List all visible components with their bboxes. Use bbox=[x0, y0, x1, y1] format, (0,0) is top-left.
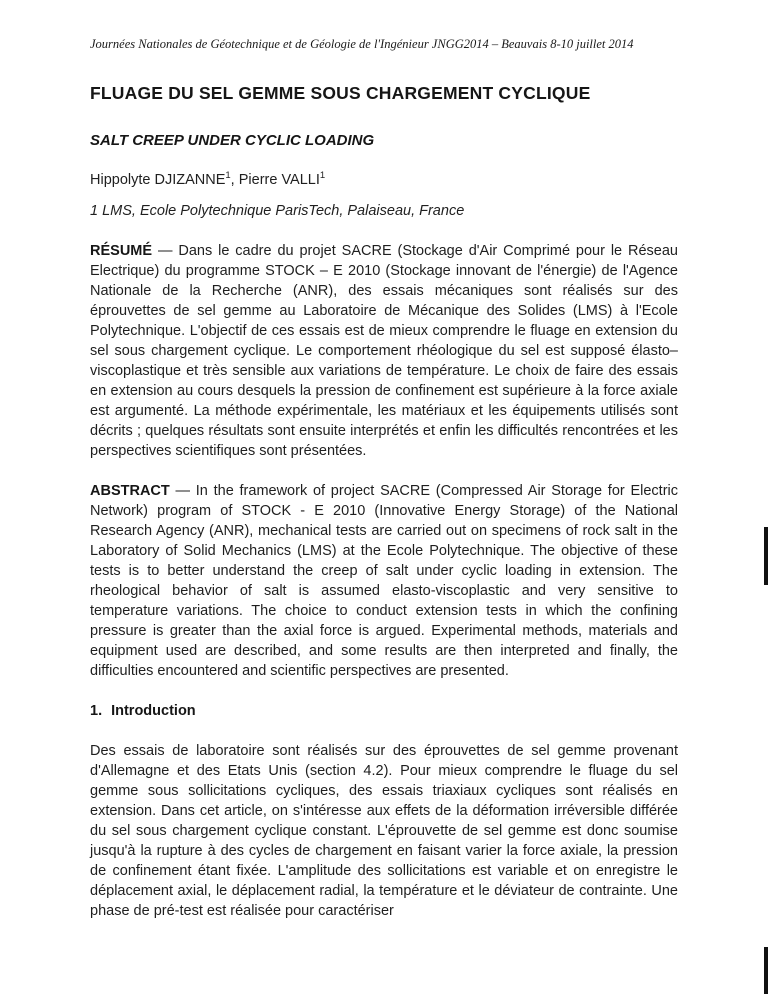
abstract-label: ABSTRACT bbox=[90, 483, 170, 499]
affiliation-line: 1 LMS, Ecole Polytechnique ParisTech, Palaiseau, France bbox=[90, 203, 465, 219]
author-affiliation-mark-1: 1 bbox=[225, 170, 231, 182]
author-affiliation-mark-2: 1 bbox=[319, 170, 326, 182]
running-header: Journées Nationales de Géotechnique et de Géologie de l'Ingénieur JNGG2014 – Beauvais 8-10 juillet 2014 bbox=[90, 37, 634, 51]
section-label: Introduction bbox=[111, 703, 196, 719]
section-number: 1. bbox=[90, 703, 103, 719]
author-name-1: Hippolyte DJIZANNE bbox=[90, 172, 226, 188]
abstract-paragraph bbox=[90, 481, 678, 681]
author-name-2: Pierre VALLI bbox=[238, 172, 320, 188]
authors-separator: , bbox=[230, 172, 239, 188]
resume-text: — Dans le cadre du projet SACRE (Stockage d'Air Comprimé pour le Réseau Electrique) du programme STOCK – E 2010 (Stockage innovant de l'énergie) de l'Agence Nationale de la Recherche (ANR), des essais mécaniques sont réalisés sur des éprouvettes de sel gemme au Laboratoire de Mécanique des Solides (LMS) à l'Ecole Polytechnique. L'objectif de ces essais est de mieux comprendre le fluage en extension du sel sous chargement cyclique. Le comportement rhéologique du sel est supposé élasto–viscoplastique et très sensible aux variations de température. Le choix de faire des essais en extension au cours desquels la pression de confinement est supérieure à la force axiale est argumenté. La méthode expérimentale, les matériaux et les équipements utilisés sont décrits ; quelques résultats sont ensuite interprétés et enfin les difficultés rencontrées et les perspectives scientifiques sont présentées. bbox=[90, 243, 678, 459]
paper-title-french: FLUAGE DU SEL GEMME SOUS CHARGEMENT CYCLIQUE bbox=[90, 83, 591, 103]
paper-title-english: SALT CREEP UNDER CYCLIC LOADING bbox=[90, 132, 375, 149]
resume-paragraph bbox=[90, 241, 678, 461]
authors-line bbox=[90, 170, 678, 190]
introduction-paragraph: Des essais de laboratoire sont réalisés sur des éprouvettes de sel gemme provenant d'Allemagne et des Etats Unis (section 4.2). Pour mieux comprendre le fluage du sel gemme sous sollicitations cycliques, des essais triaxiaux cycliques sont réalisés en extension. Dans cet article, on s'intéresse aux effets de la déformation irréversible différée du sel sous chargement cyclique constant. L'éprouvette de sel gemme est donc soumise jusqu'à la rupture à des cycles de chargement en faisant varier la force axiale, la pression de confinement étant fixée. L'amplitude des sollicitations est variable et on enregistre le déplacement axial, le déplacement radial, la température et le déviateur de contrainte. Une phase de pré-test est réalisée pour caractériser bbox=[90, 743, 678, 919]
resume-label: RÉSUMÉ bbox=[90, 243, 153, 259]
section-heading-introduction bbox=[90, 701, 678, 721]
scrollbar-thumb[interactable] bbox=[764, 527, 768, 585]
abstract-text: — In the framework of project SACRE (Compressed Air Storage for Electric Network) program of STOCK - E 2010 (Innovative Energy Storage) of the National Research Agency (ANR), mechanical tests are carried out on specimens of rock salt in the Laboratory of Solid Mechanics (LMS) at the Ecole Polytechnique. The objective of these tests is to better understand the creep of salt under cyclic loading in extension. The rheological behavior of salt is assumed elasto-viscoplastic and very sensitive to temperature variations. The choice to conduct extension tests in which the confining pressure is greater than the axial force is argued. Experimental methods, materials and equipment used are described, and some results are then interpreted and finally, the difficulties encountered and scientific perspectives are presented. bbox=[90, 483, 678, 679]
scrollbar-thumb-bottom[interactable] bbox=[764, 947, 768, 994]
